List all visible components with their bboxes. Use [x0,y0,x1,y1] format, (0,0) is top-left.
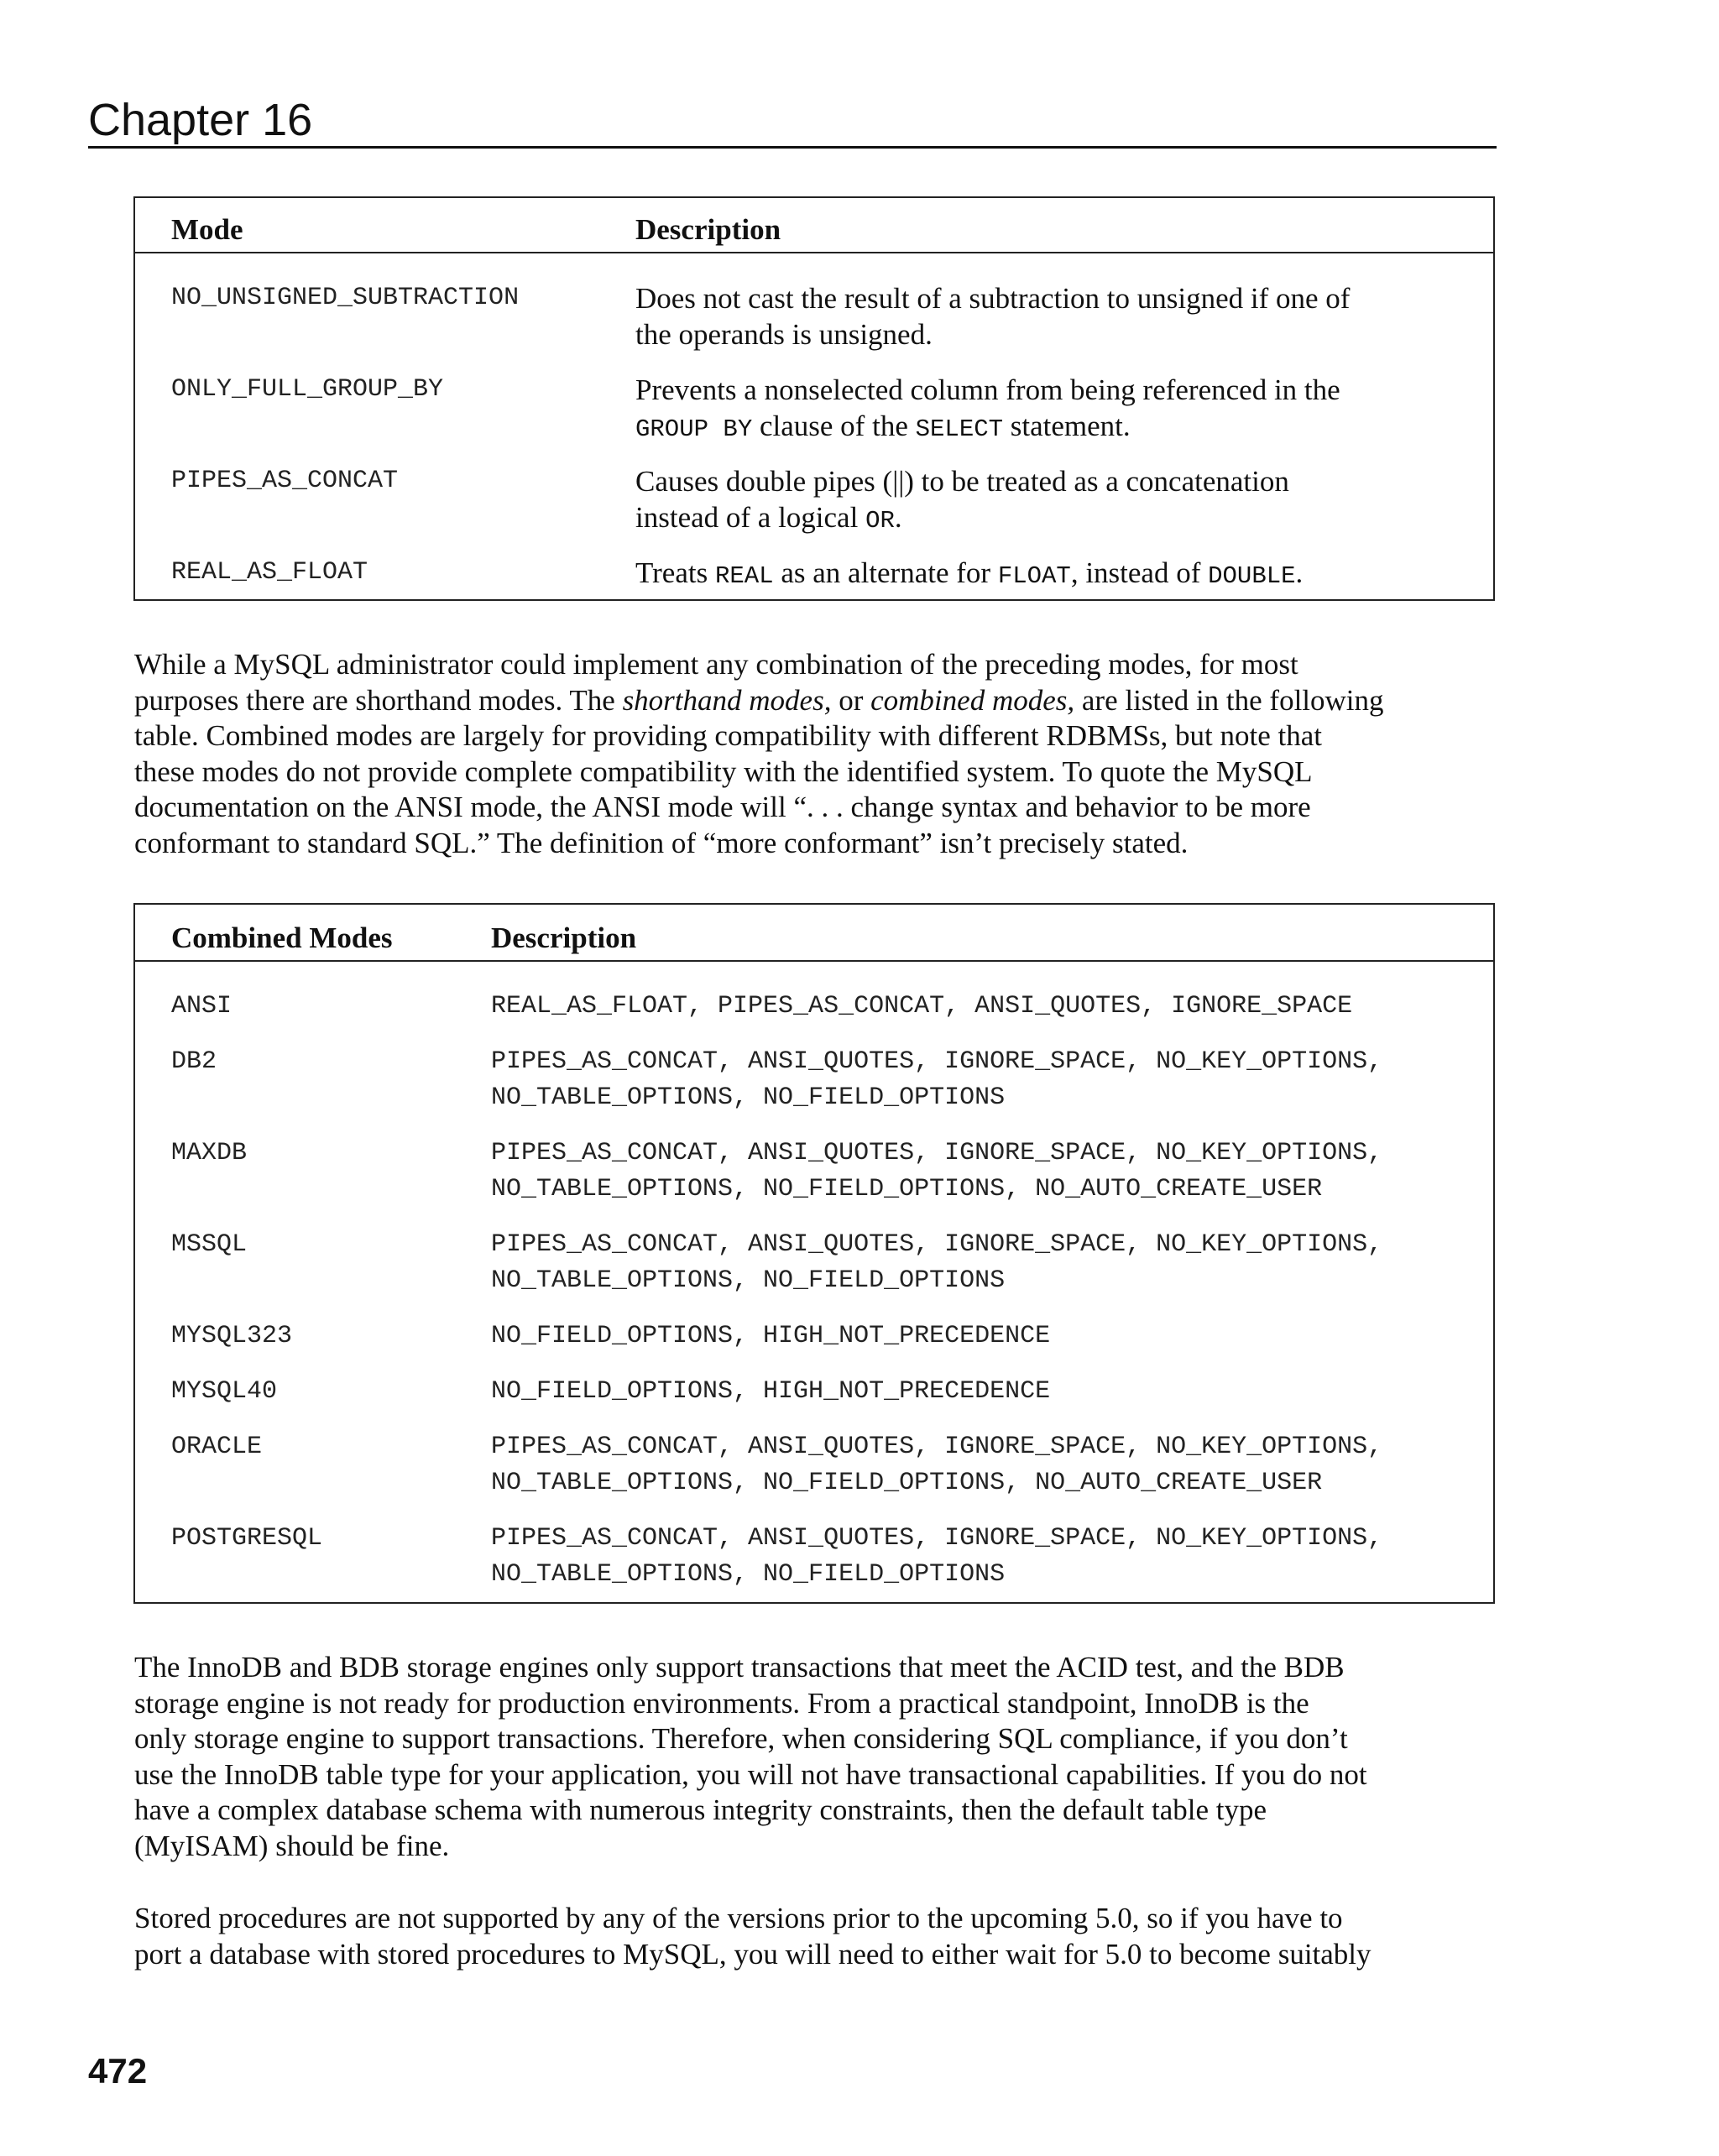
paragraph-line: (MyISAM) should be fine. [134,1829,450,1862]
italic-term: shorthand modes, [622,683,832,717]
combined-mode-name: ANSI [171,992,233,1021]
combined-mode-name: ORACLE [171,1433,263,1461]
description-line [635,555,1303,594]
description-line: Causes double pipes (||) to be treated as a concatenation [635,465,1289,498]
combined-modes-table-header [135,905,1493,962]
body-paragraph [134,1901,1502,1972]
paragraph-line: these modes do not provide complete compatibility with the identified system. To quote the MySQL [134,754,1313,788]
description-line: the operands is unsigned. [635,318,933,351]
description-line: Prevents a nonselected column from being referenced in the [635,373,1340,406]
paragraph-line: storage engine is not ready for production environments. From a practical standpoint, InnoDB is the [134,1686,1309,1720]
combined-mode-description [491,1429,1382,1501]
mode-description [635,555,1303,594]
mode-name: PIPES_AS_CONCAT [171,467,399,495]
inline-code: REAL [714,562,774,590]
text-run: purposes there are shorthand modes. The [134,683,623,717]
paragraph-line: use the InnoDB table type for your application, you will not have transactional capabilities. If you do not [134,1757,1367,1791]
combined-mode-description [491,1044,1382,1116]
inline-code: GROUP BY [635,415,753,443]
text-run: , instead of [1070,556,1209,589]
italic-term: combined modes, [870,683,1075,717]
column-header-description: Description [635,213,781,246]
description-line: NO_TABLE_OPTIONS, NO_FIELD_OPTIONS, NO_AUTO_CREATE_USER [491,1469,1323,1497]
paragraph-line: documentation on the ANSI mode, the ANSI mode will “. . . change syntax and behavior to be more [134,791,1311,824]
text-run: as an alternate for [773,556,998,589]
chapter-title: Chapter 16 [88,95,313,145]
combined-mode-name: MYSQL40 [171,1377,278,1406]
description-line: PIPES_AS_CONCAT, ANSI_QUOTES, IGNORE_SPACE, NO_KEY_OPTIONS, [491,1433,1383,1461]
description-line: PIPES_AS_CONCAT, ANSI_QUOTES, IGNORE_SPACE, NO_KEY_OPTIONS, [491,1139,1383,1167]
mode-name: NO_UNSIGNED_SUBTRACTION [171,284,520,312]
description-line: Does not cast the result of a subtraction to unsigned if one of [635,282,1351,315]
body-paragraph [134,647,1502,862]
description-line: NO_TABLE_OPTIONS, NO_FIELD_OPTIONS, NO_AUTO_CREATE_USER [491,1175,1323,1203]
combined-mode-name: MSSQL [171,1230,248,1259]
paragraph-line: conformant to standard SQL.” The definition of “more conformant” isn’t precisely stated. [134,826,1189,859]
combined-mode-description [491,989,1352,1025]
modes-table-header [135,198,1493,253]
page-number: 472 [88,2051,148,2091]
description-line: PIPES_AS_CONCAT, ANSI_QUOTES, IGNORE_SPACE, NO_KEY_OPTIONS, [491,1230,1383,1259]
text-run: are listed in the following [1074,683,1384,717]
text-run: . [894,501,902,534]
combined-mode-description [491,1227,1382,1299]
body-paragraph [134,1650,1502,1865]
mode-description [635,280,1350,352]
combined-mode-description [491,1374,1050,1410]
column-header-mode: Mode [171,213,243,246]
combined-mode-description [491,1521,1382,1593]
combined-mode-name: MYSQL323 [171,1322,293,1350]
combined-mode-name: MAXDB [171,1139,248,1167]
chapter-header [88,86,1497,149]
text-run: Treats [635,556,715,589]
column-header-combined-modes: Combined Modes [171,921,393,954]
paragraph-line: port a database with stored procedures to MySQL, you will need to either wait for 5.0 to become suitably [134,1937,1372,1971]
text-run: . [1295,556,1304,589]
paragraph-line [134,683,1502,719]
combined-modes-table [133,903,1495,1604]
text-run: clause of the [752,410,916,442]
paragraph-line: Stored procedures are not supported by any of the versions prior to the upcoming 5.0, so if you have to [134,1902,1343,1934]
description-line [635,499,1289,539]
paragraph-line: The InnoDB and BDB storage engines only support transactions that meet the ACID test, and the BDB [134,1651,1345,1684]
combined-mode-name: POSTGRESQL [171,1524,323,1553]
inline-code: SELECT [915,415,1004,443]
description-line: NO_FIELD_OPTIONS, HIGH_NOT_PRECEDENCE [491,1322,1051,1350]
inline-code: OR [865,507,895,535]
combined-mode-name: DB2 [171,1047,217,1076]
mode-description [635,372,1340,447]
column-header-description: Description [491,921,637,954]
paragraph-line: have a complex database schema with numerous integrity constraints, then the default table type [134,1793,1267,1827]
description-line: NO_TABLE_OPTIONS, NO_FIELD_OPTIONS [491,1560,1006,1589]
mode-name: REAL_AS_FLOAT [171,558,368,587]
mode-description [635,463,1289,539]
description-line: NO_TABLE_OPTIONS, NO_FIELD_OPTIONS [491,1266,1006,1295]
description-line [635,408,1340,447]
inline-code: FLOAT [997,562,1071,590]
inline-code: DOUBLE [1208,562,1296,590]
combined-mode-description [491,1135,1382,1208]
text-run: statement. [1003,410,1131,442]
description-line: NO_TABLE_OPTIONS, NO_FIELD_OPTIONS [491,1083,1006,1112]
paragraph-line: table. Combined modes are largely for providing compatibility with different RDBMSs, but note that [134,719,1323,753]
description-line: NO_FIELD_OPTIONS, HIGH_NOT_PRECEDENCE [491,1377,1051,1406]
combined-mode-description [491,1318,1050,1355]
description-line: PIPES_AS_CONCAT, ANSI_QUOTES, IGNORE_SPACE, NO_KEY_OPTIONS, [491,1524,1383,1553]
text-run: or [831,683,871,717]
description-line: REAL_AS_FLOAT, PIPES_AS_CONCAT, ANSI_QUOTES, IGNORE_SPACE [491,992,1353,1021]
description-line: PIPES_AS_CONCAT, ANSI_QUOTES, IGNORE_SPACE, NO_KEY_OPTIONS, [491,1047,1383,1076]
paragraph-line: only storage engine to support transactions. Therefore, when considering SQL compliance, if you don’t [134,1722,1348,1756]
modes-table [133,196,1495,601]
text-run: instead of a logical [635,501,866,534]
mode-name: ONLY_FULL_GROUP_BY [171,375,444,404]
paragraph-line: While a MySQL administrator could implement any combination of the preceding modes, for most [134,648,1298,681]
